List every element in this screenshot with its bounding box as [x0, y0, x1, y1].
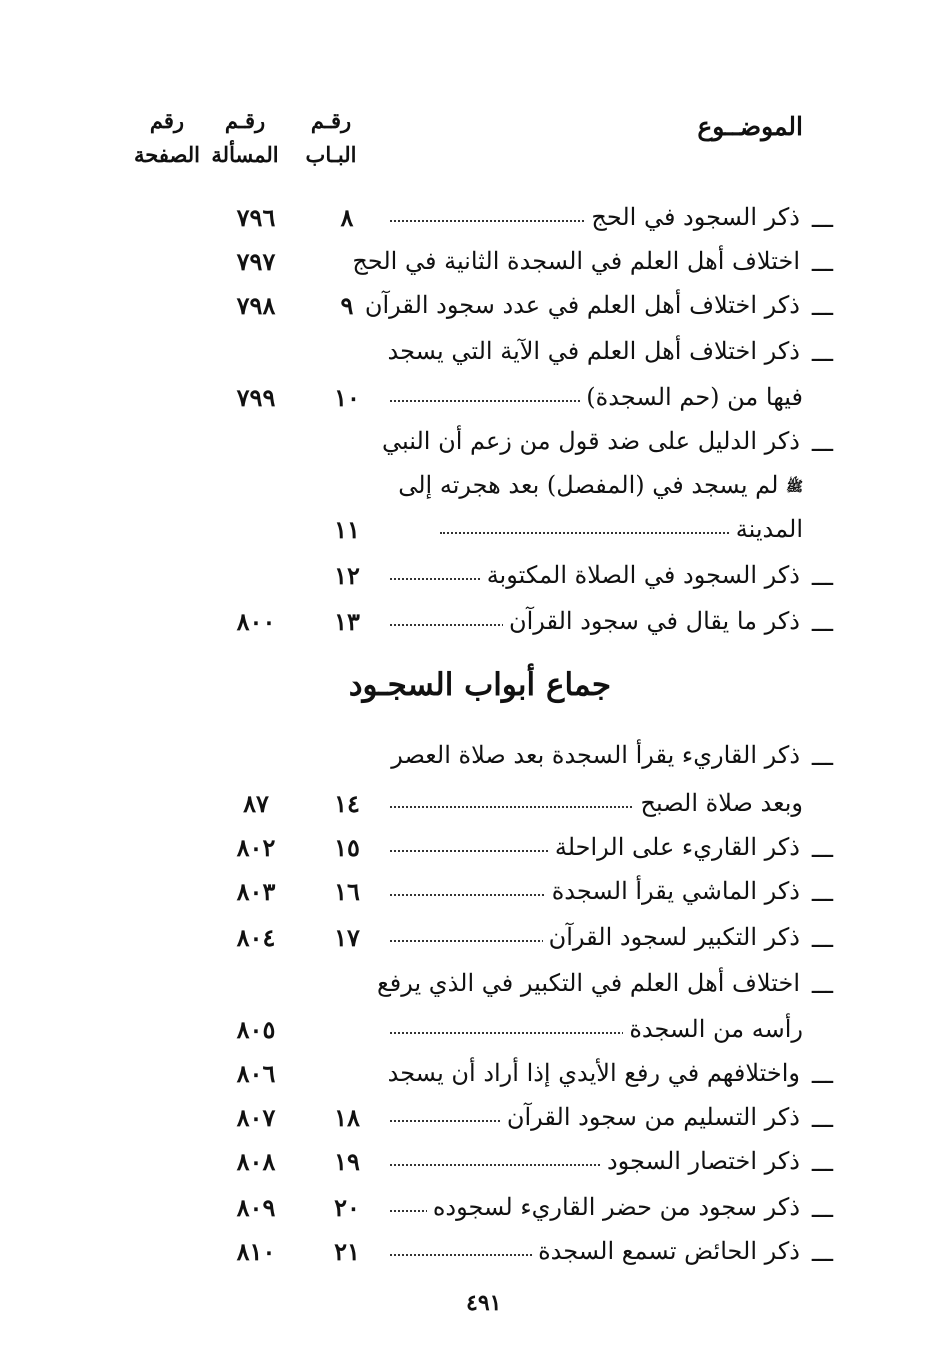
header-line: رقم	[149, 108, 185, 133]
entry-issue-number: ٨١٠	[236, 1237, 276, 1266]
entry-dash: ـــ	[811, 835, 833, 863]
entry-dash: ـــ	[811, 609, 833, 637]
toc-entry	[113, 734, 833, 780]
entry-issue-number: ٨٠٠	[236, 607, 276, 636]
toc-entry	[113, 962, 833, 1008]
entry-issue-number: ٨٠٦	[236, 1059, 276, 1088]
entry-title: ذكر القاريء يقرأ السجدة بعد صلاة العصر	[385, 738, 800, 772]
header-line: الصفحة	[134, 142, 200, 167]
entry-dash: ـــ	[811, 1149, 833, 1177]
entry-dash: ـــ	[811, 1239, 833, 1267]
entry-dash: ـــ	[811, 293, 833, 321]
entry-issue-number: ٧٩٨	[236, 291, 276, 320]
entry-title: ذكر السجود في الحج	[585, 200, 800, 234]
toc-entry	[113, 1096, 833, 1142]
header-line: البـاب	[305, 142, 357, 167]
entry-chapter-number: ١٤	[334, 789, 360, 818]
column-header-issue-number	[203, 104, 287, 172]
toc-entry	[113, 196, 833, 242]
entry-title: ذكر التكبير لسجود القرآن	[543, 920, 800, 954]
entry-dash: ـــ	[811, 249, 833, 277]
header-line: المسألة	[211, 142, 279, 167]
entry-chapter-number: ١١	[334, 515, 360, 544]
entry-title: واختلافهم في رفع الأيدي إذا أراد أن يسجد	[382, 1056, 800, 1090]
column-header-topic: الموضــوع	[697, 112, 803, 141]
entry-chapter-number: ٩	[340, 291, 354, 320]
toc-entry	[113, 420, 833, 466]
entry-chapter-number: ٢١	[334, 1237, 360, 1266]
entry-issue-number: ٨٠٥	[236, 1015, 276, 1044]
entry-title: ذكر السجود في الصلاة المكتوبة	[481, 558, 800, 592]
entry-chapter-number: ١٢	[334, 561, 360, 590]
entry-title: وبعد صلاة الصبح	[634, 786, 803, 820]
entry-dash: ـــ	[811, 563, 833, 591]
entry-title: فيها من (حم السجدة)	[580, 380, 803, 414]
entry-chapter-number: ١٧	[334, 923, 360, 952]
entry-issue-number: ٨٠٩	[236, 1193, 276, 1222]
entry-dash: ـــ	[811, 1061, 833, 1089]
entry-title: لم يسجد في (المفصل) بعد هجرته إلى	[398, 471, 779, 499]
entry-dash: ـــ	[811, 1105, 833, 1133]
entry-title: رأسه من السجدة	[623, 1012, 803, 1046]
entry-issue-number: ٨٧	[243, 789, 269, 818]
entry-dash: ـــ	[811, 205, 833, 233]
toc-entry	[113, 870, 833, 916]
entry-dash: ـــ	[811, 339, 833, 367]
column-header-page-number	[125, 104, 209, 172]
entry-issue-number: ٧٩٩	[236, 383, 276, 412]
entry-title: ذكر اختصار السجود	[601, 1144, 800, 1178]
entry-title: ذكر سجود من حضر القاريء لسجوده	[427, 1190, 800, 1224]
entry-issue-number: ٧٩٧	[236, 247, 276, 276]
entry-title: اختلاف أهل العلم في السجدة الثانية في الحج	[346, 244, 800, 278]
column-header-chapter-number	[289, 104, 373, 172]
toc-entry	[113, 1052, 833, 1098]
section-heading: جماع أبواب السجـود	[348, 667, 611, 703]
entry-dash: ـــ	[811, 879, 833, 907]
entry-title: ذكر القاريء على الراحلة	[549, 830, 800, 864]
entry-title: ذكر الماشي يقرأ السجدة	[546, 874, 800, 908]
toc-entry-continuation	[113, 508, 833, 554]
entry-chapter-number: ١٠	[334, 383, 360, 412]
toc-entry	[113, 284, 833, 330]
header-line: رقـم	[310, 108, 352, 133]
toc-entry	[113, 1230, 833, 1276]
entry-dash: ـــ	[811, 743, 833, 771]
entry-chapter-number: ١٣	[334, 607, 360, 636]
entry-chapter-number: ٨	[340, 203, 354, 232]
toc-entry	[113, 554, 833, 600]
page-number: ٤٩١	[466, 1290, 502, 1316]
toc-entry	[113, 916, 833, 962]
entry-title: ذكر اختلاف أهل العلم في عدد سجود القرآن	[359, 288, 800, 322]
entry-title-with-honorific	[392, 468, 803, 502]
entry-chapter-number: ١٨	[334, 1103, 360, 1132]
entry-title: المدينة	[730, 512, 803, 546]
entry-title: ذكر ما يقال في سجود القرآن	[503, 604, 800, 638]
entry-chapter-number: ٢٠	[334, 1193, 360, 1222]
entry-chapter-number: ١٥	[334, 833, 360, 862]
entry-dash: ـــ	[811, 971, 833, 999]
toc-entry-continuation	[113, 1008, 833, 1054]
toc-entry-continuation	[113, 464, 833, 510]
entry-issue-number: ٨٠٨	[236, 1147, 276, 1176]
entry-chapter-number: ١٩	[334, 1147, 360, 1176]
entry-title: ذكر التسليم من سجود القرآن	[501, 1100, 800, 1134]
entry-title: ذكر اختلاف أهل العلم في الآية التي يسجد	[382, 334, 800, 368]
toc-entry	[113, 826, 833, 872]
entry-dash: ـــ	[811, 429, 833, 457]
toc-entry	[113, 600, 833, 646]
entry-title: ذكر الدليل على ضد قول من زعم أن النبي	[376, 424, 800, 458]
toc-entry	[113, 1186, 833, 1232]
honorific-glyph: ﷺ	[786, 478, 803, 495]
entry-issue-number: ٨٠٧	[236, 1103, 276, 1132]
entry-title: ذكر الحائض تسمع السجدة	[532, 1234, 800, 1268]
entry-issue-number: ٧٩٦	[236, 203, 276, 232]
entry-issue-number: ٨٠٢	[236, 833, 276, 862]
entry-issue-number: ٨٠٣	[236, 877, 276, 906]
entry-issue-number: ٨٠٤	[236, 923, 276, 952]
entry-title: اختلاف أهل العلم في التكبير في الذي يرفع	[371, 966, 800, 1000]
entry-dash: ـــ	[811, 925, 833, 953]
toc-entry	[113, 1140, 833, 1186]
header-line: رقـم	[224, 108, 266, 133]
toc-entry-continuation	[113, 782, 833, 828]
toc-entry	[113, 240, 833, 286]
entry-dash: ـــ	[811, 1195, 833, 1223]
toc-entry	[113, 330, 833, 376]
toc-entry-continuation	[113, 376, 833, 422]
entry-chapter-number: ١٦	[334, 877, 360, 906]
